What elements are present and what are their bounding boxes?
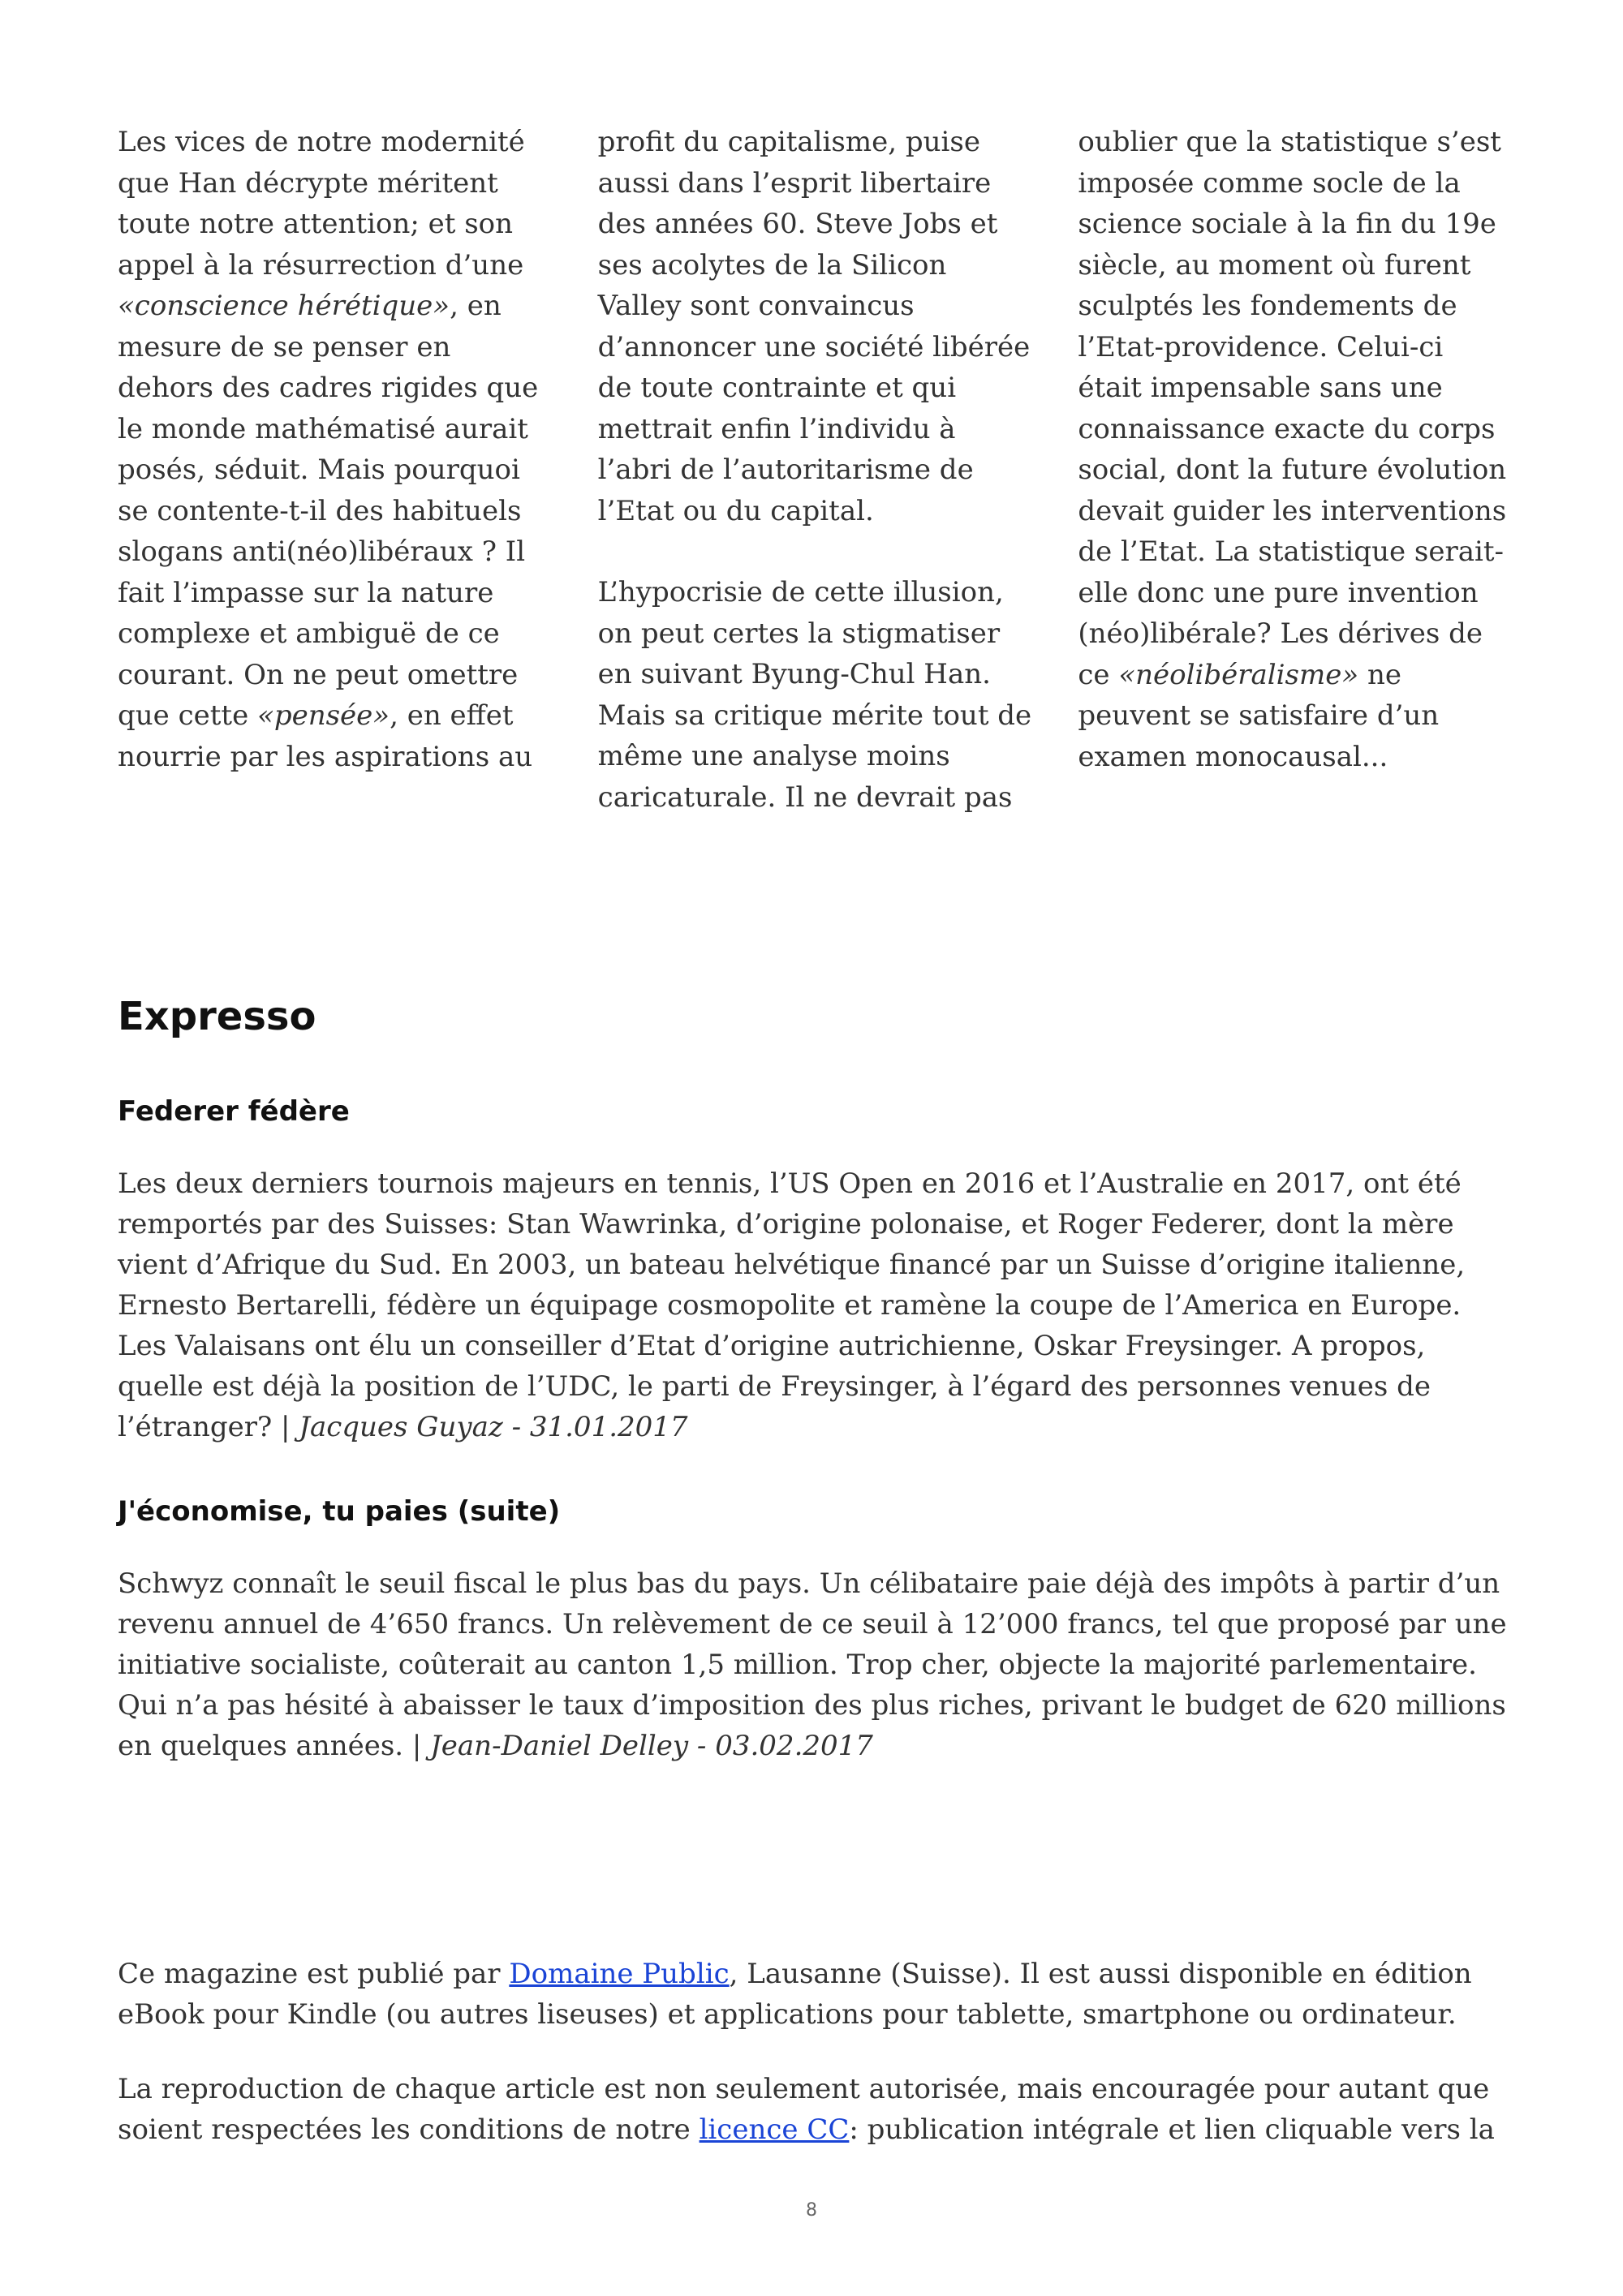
text: , en mesure de se penser en dehors des cadres rigides que le monde mathématisé aurait posés, séduit. Mais pourquoi se contente-t-il des habituels slogans anti(néo)libéraux ? Il fait l’impasse sur la nature complexe et ambiguë de ce courant. On ne peut omettre que cette	[118, 290, 539, 732]
article-body	[118, 1163, 1513, 1447]
text: oublier que la statistique s’est imposée comme socle de la science sociale à la fin du 19e siècle, au moment où furent sculptés les fondements de l’Etat-providence. Celui-ci était impensable sans une connaissance exacte du corps social, dont la future évolution devait guider les interventions de l’Etat. La statistique serait-elle donc une pure invention (néo)libérale? Les dérives de ce	[1078, 126, 1507, 691]
quote-emphasis: «conscience hérétique»	[118, 290, 450, 322]
publisher-notice	[118, 1954, 1513, 2184]
text: , en effet nourrie par les aspirations au	[118, 699, 533, 773]
body-text: Schwyz connaît le seuil fiscal le plus bas du pays. Un célibataire paie déjà des impôts à partir d’un revenu annuel de 4’650 francs. Un relèvement de ce seuil à 12’000 francs, tel que proposé par une initiative socialiste, coûterait au canton 1,5 million. Trop cher, objecte la majorité parlementaire. Qui n’a pas hésité à abaisser le taux d’imposition des plus riches, privant le budget de 620 millions en quelques années. |	[118, 1567, 1507, 1762]
column-2	[598, 122, 1034, 858]
column-1-paragraph	[118, 122, 553, 777]
column-2-paragraph-1: profit du capitalisme, puise aussi dans l’esprit libertaire des années 60. Steve Jobs et ses acolytes de la Silicon Valley sont convaincus d’annoncer une société libérée de toute contrainte et qui mettrait enfin l’individu à l’abri de l’autoritarisme de l’Etat ou du capital.	[597, 126, 1031, 527]
article-body	[118, 1563, 1513, 1766]
article-economise	[118, 1495, 1513, 1766]
article-byline: Jean-Daniel Delley - 03.02.2017	[430, 1730, 873, 1762]
column-2-paragraph-2: L’hypocrisie de cette illusion, on peut certes la stigmatiser en suivant Byung-Chul Han. Mais sa critique mérite tout de même une analyse moins caricaturale. Il ne devrait pas	[597, 576, 1032, 814]
text: , Lausanne (Suisse). Il est aussi disponible en édition eBook pour Kindle (ou autres liseuses) et applications pour tablette, smartphone ou ordinateur.	[118, 1958, 1472, 2031]
column-3	[1078, 122, 1513, 858]
article-title: Federer fédère	[118, 1095, 350, 1128]
text: : publication intégrale et lien cliquable vers la	[849, 2113, 1495, 2146]
license-paragraph	[118, 2069, 1513, 2150]
publisher-paragraph	[118, 1954, 1513, 2035]
article-byline: Jacques Guyaz - 31.01.2017	[299, 1411, 688, 1443]
text: La reproduction de chaque article est non seulement autorisée, mais encouragée pour autant que soient respectées les conditions de notre	[118, 2073, 1490, 2146]
column-3-paragraph	[1078, 122, 1513, 777]
domaine-public-link[interactable]: Domaine Public	[509, 1958, 730, 1990]
section-title: Expresso	[118, 994, 316, 1039]
quote-emphasis: «pensée»	[257, 699, 390, 732]
licence-cc-link[interactable]: licence CC	[699, 2113, 850, 2146]
article-continuation	[118, 122, 1513, 858]
article-title: J'économise, tu paies (suite)	[118, 1495, 561, 1528]
column-1	[118, 122, 553, 858]
text: ne peuvent se satisfaire d’un examen monocausal...	[1078, 658, 1440, 773]
article-federer	[118, 1095, 1513, 1447]
page-number: 8	[806, 2200, 817, 2221]
text: Ce magazine est publié par	[118, 1958, 510, 1990]
text: Les vices de notre modernité que Han décrypte méritent toute notre attention; et son appel à la résurrection d’une	[118, 126, 525, 282]
quote-emphasis: «néolibéralisme»	[1118, 658, 1359, 691]
body-text: Les deux derniers tournois majeurs en tennis, l’US Open en 2016 et l’Australie en 2017, ont été remportés par des Suisses: Stan Wawrinka, d’origine polonaise, et Roger Federer, dont la mère vient d’Afrique du Sud. En 2003, un bateau helvétique financé par un Suisse d’origine italienne, Ernesto Bertarelli, fédère un équipage cosmopolite et ramène la coupe de l’America en Europe. Les Valaisans ont élu un conseiller d’Etat d’origine autrichienne, Oskar Freysinger. A propos, quelle est déjà la position de l’UDC, le parti de Freysinger, à l’égard des personnes venues de l’étranger? |	[118, 1167, 1466, 1443]
